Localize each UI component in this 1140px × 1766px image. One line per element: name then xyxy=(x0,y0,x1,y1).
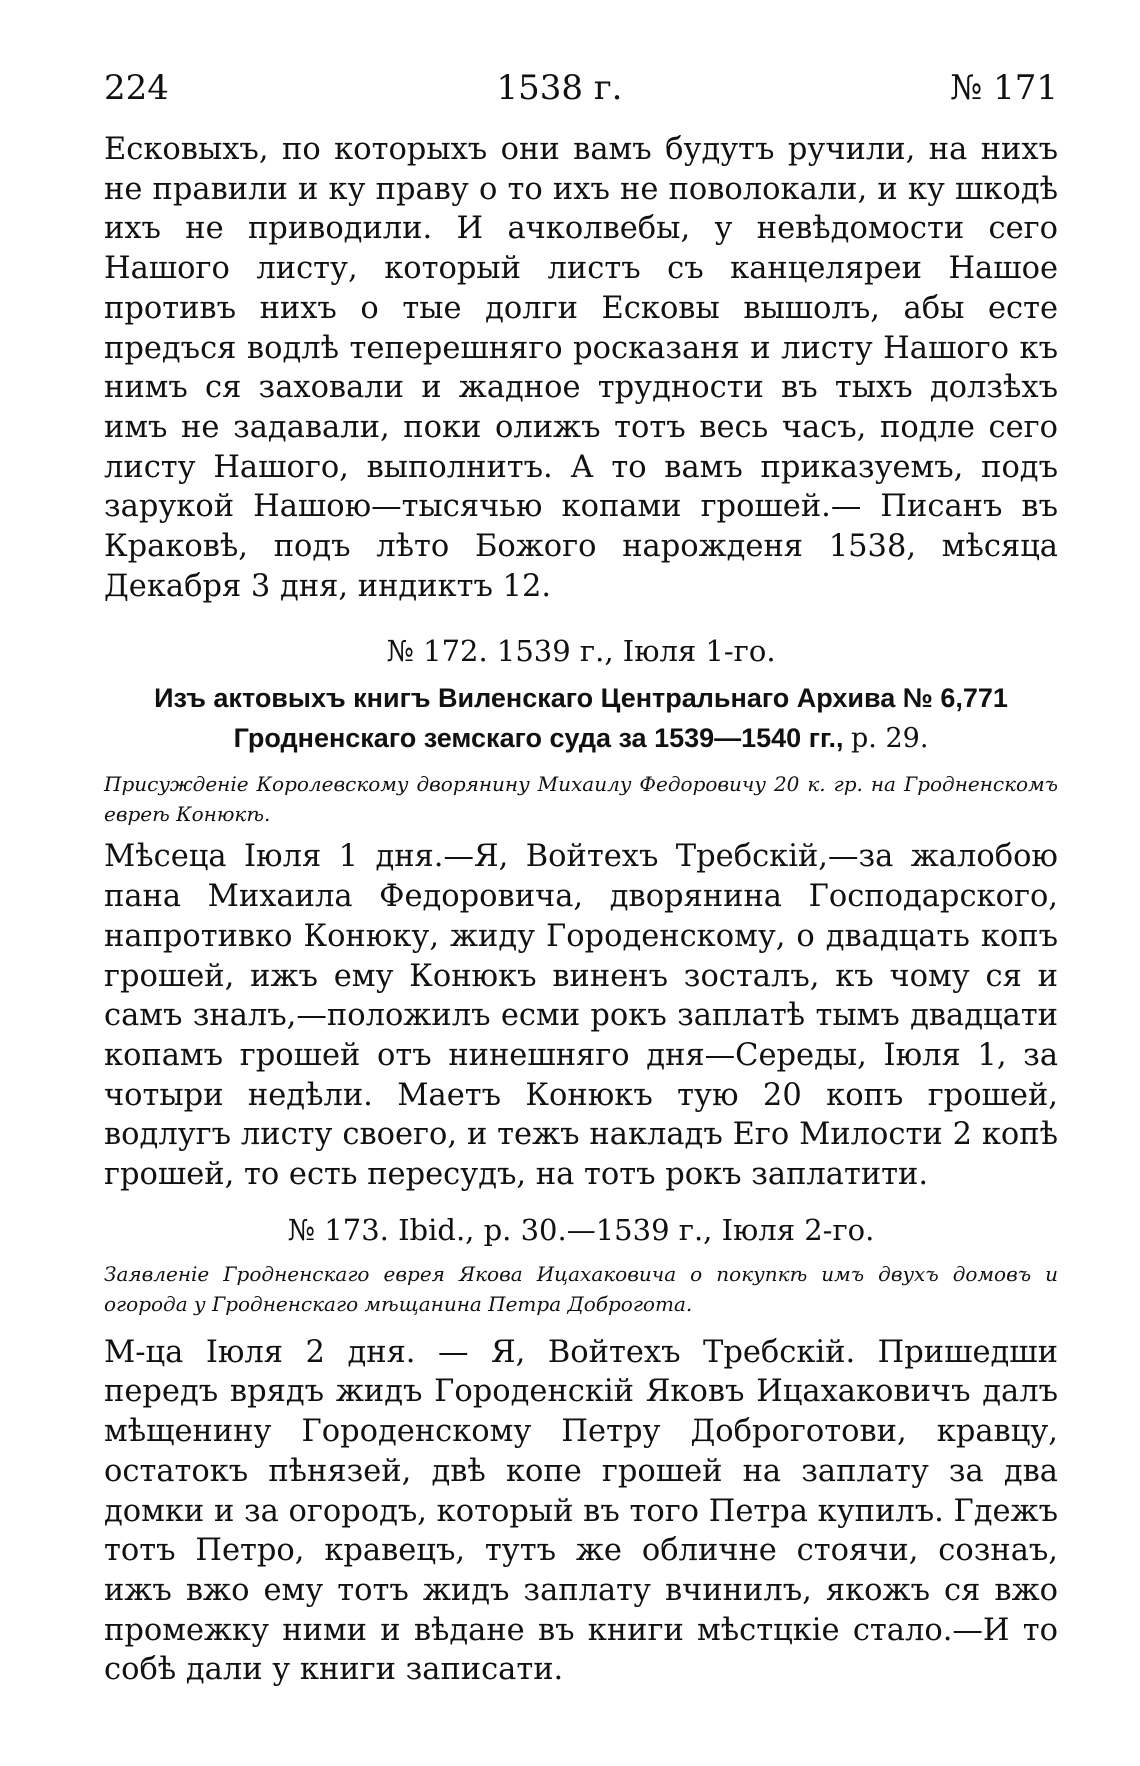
doc-172-text: Мѣсеца Іюля 1 дня.—Я, Войтехъ Требскій,—за жалобою пана Михаила Федоровича, дворянина Господарского, напротивко Конюку, жиду Городенскому, о двадцать копъ грошей, ижъ ему Конюкъ виненъ зосталъ, къ чому ся и самъ зналъ,—положилъ есми рокъ заплатѣ тымъ двадцати копамъ грошей отъ нинешняго дня—Середы, Іюля 1, за чотыри недѣли. Маетъ Конюкъ тую 20 копъ грошей, водлугъ листу своего, и тежъ накладъ Его Милости 2 копѣ грошей, то есть пересудъ, на тотъ рокъ заплатити. xyxy=(104,839,1058,1193)
doc-173-heading: № 173. Ibid., р. 30.—1539 г., Іюля 2-го. xyxy=(287,1212,875,1247)
doc-172-source xyxy=(104,678,1058,759)
doc-173-text: М-ца Іюля 2 дня. — Я, Войтехъ Требскій. Пришедши передъ врядъ жидъ Городенскій Яковъ Ицахаковичъ далъ мѣщенину Городенскому Петру Доброготови, кравцу, остатокъ пѣнязей, двѣ копе грошей на заплату за два домки и за огородъ, который въ того Петра купилъ. Гдежъ тотъ Петро, кравецъ, тутъ же обличне стоячи, сознаъ, ижъ вжо ему тотъ жидъ заплату вчинилъ, якожъ ся вжо промежку ними и вѣдане въ книги мѣстцкіе стало.—И то собѣ дали у книги записати. xyxy=(104,1334,1058,1688)
doc-172-heading: № 172. 1539 г., Іюля 1-го. xyxy=(386,634,776,669)
doc-172-summary: Присужденіе Королевскому дворянину Михаилу Федоровичу 20 к. гр. на Гродненскомъ евреѣ Конюкѣ. xyxy=(104,772,1058,827)
header-doc-number: № 171 xyxy=(950,68,1058,108)
doc-172-source-page: р. 29. xyxy=(851,723,929,755)
doc-171-text: Есковыхъ, по которыхъ они вамъ будутъ ручили, на нихъ не правили и ку праву о то ихъ не поволокали, и ку шкодѣ ихъ не приводили. И ачколвебы, у невѣдомости сего Нашого листу, который листъ съ канцеляреи Нашое противъ нихъ о тые долги Есковы вышолъ, абы есте предъся водлѣ теперешняго росказаня и листу Нашого къ нимъ ся заховали и жадное трудности въ тыхъ долзѣхъ имъ не задавали, поки олижъ тотъ весь часъ, подле сего листу Нашого, выполнитъ. А то вамъ приказуемъ, подъ зарукой Нашою—тысячью копами грошей.— Писанъ въ Краковѣ, подъ лѣто Божого нарожденя 1538, мѣсяца Декабря 3 дня, индиктъ 12. xyxy=(104,132,1058,604)
doc-172-source-title: Изъ актовыхъ книгъ Виленскаго Центральнаго Архива № 6,771 Гродненскаго земскаго суда за 1539—1540 гг., xyxy=(154,683,1008,754)
page-header xyxy=(104,68,1058,108)
header-year: 1538 г. xyxy=(496,68,623,108)
doc-173-summary: Заявленіе Гродненскаго еврея Якова Ицахаковича о покупкѣ имъ двухъ домовъ и огорода у Гродненскаго мѣщанина Петра Доброгота. xyxy=(104,1261,1058,1316)
page-number: 224 xyxy=(104,68,169,108)
